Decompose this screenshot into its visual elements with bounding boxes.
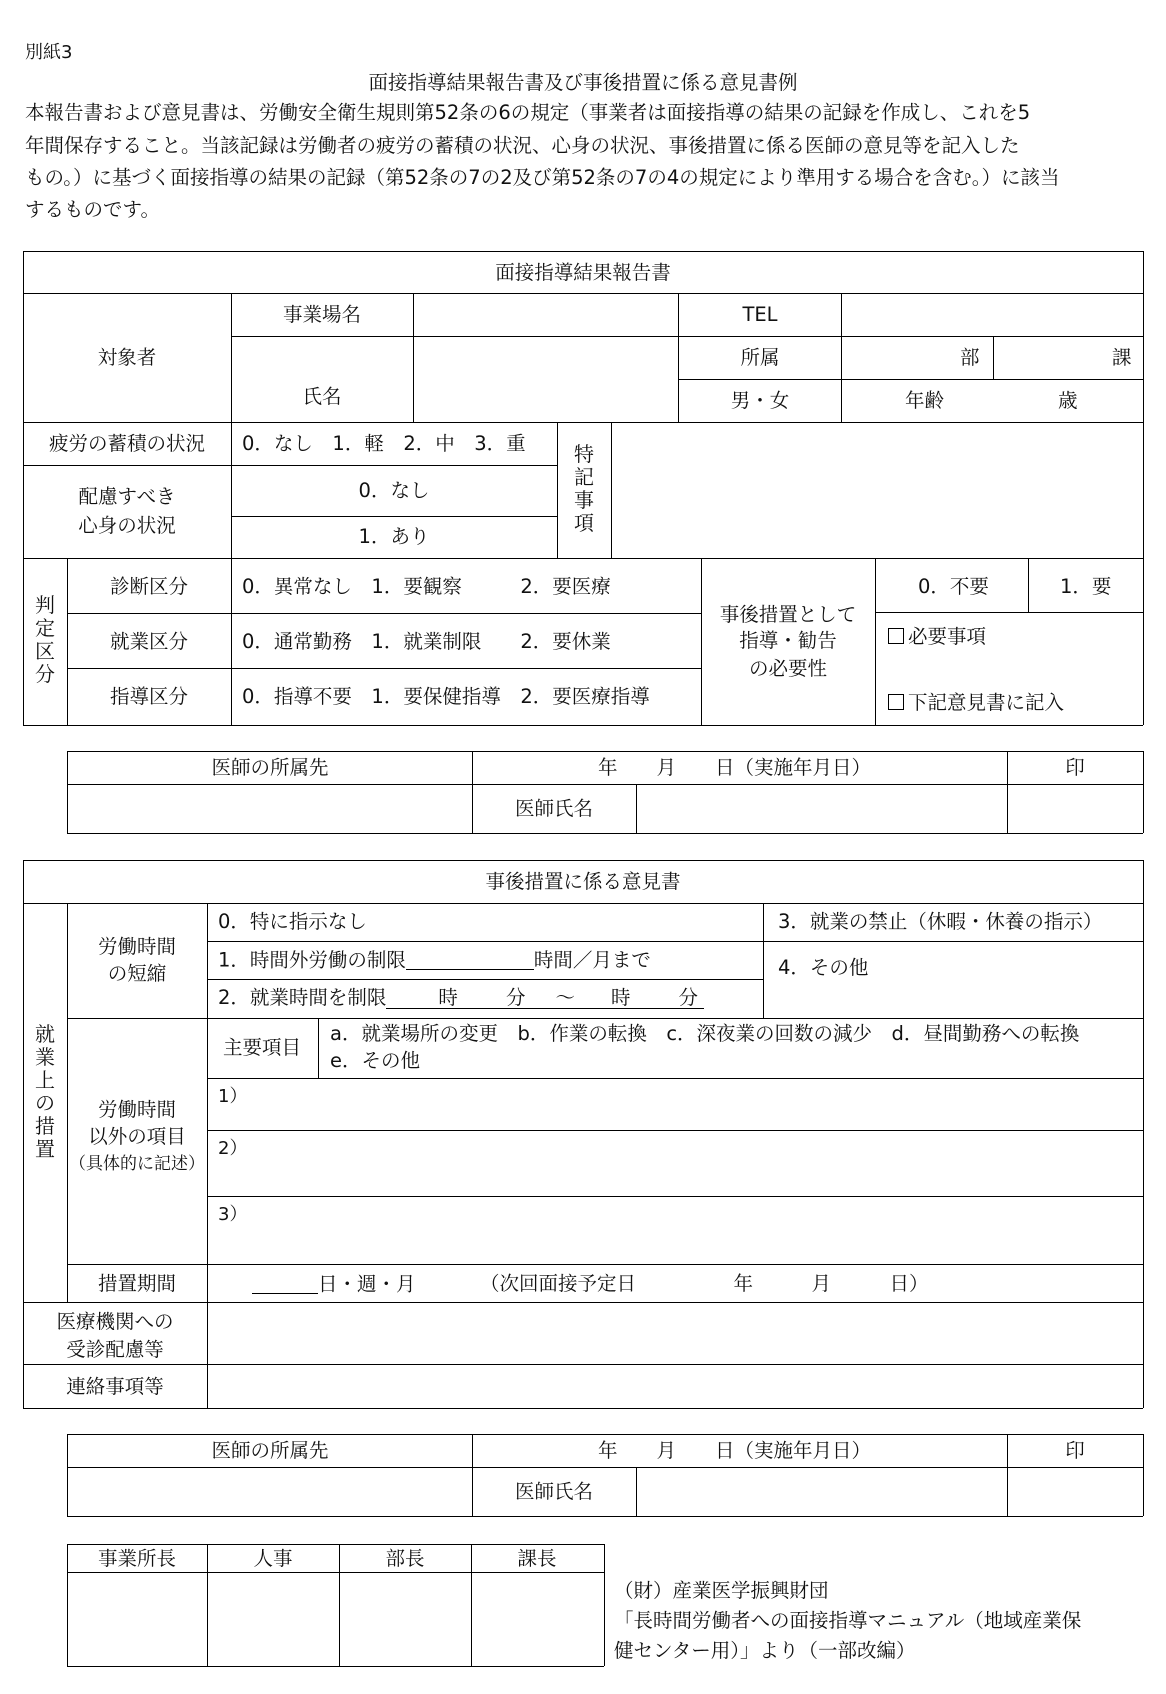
necessity-line-1: 事後措置として — [719, 603, 857, 626]
mental-label-1: 配慮すべき — [78, 485, 176, 508]
mental-label-2: 心身の状況 — [78, 514, 176, 537]
name-label: 氏名 — [302, 385, 342, 408]
page-title: 面接指導結果報告書及び事後措置に係る意見書例 — [368, 71, 798, 94]
guidance-class-label: 指導区分 — [109, 685, 189, 708]
measure-period-label: 措置期間 — [97, 1272, 177, 1295]
source-line-3: 健センター用）」より（一部改編） — [614, 1639, 916, 1662]
diagnosis-options: 0．異常なし 1．要観察 2．要医療 — [242, 575, 611, 598]
tel-label: TEL — [742, 303, 778, 326]
source-line-2: 「長時間労働者への面接指導マニュアル（地域産業保 — [614, 1609, 1082, 1632]
target-person-label: 対象者 — [97, 346, 157, 369]
fatigue-label: 疲労の蓄積の状況 — [48, 432, 206, 455]
checkbox-icon — [888, 694, 904, 710]
medical-consult-label-1: 医療機関への — [56, 1310, 174, 1333]
workplace-name-label: 事業場名 — [282, 303, 362, 326]
option-overtime-limit: 1．時間外労働の制限 時間／月まで — [218, 948, 651, 972]
item-2-label: 2） — [218, 1138, 248, 1159]
doctor-affiliation-label: 医師の所属先 — [211, 1439, 329, 1462]
intro-line-3: もの。）に基づく面接指導の結果の記録（第52条の7の2及び第52条の7の4の規定により準用する場合を含む。）に該当 — [25, 166, 1060, 189]
implementation-date-label: 年 月 日（実施年月日） — [598, 1439, 872, 1462]
reduce-hours-line-1: 労働時間 — [97, 935, 177, 958]
period-blank[interactable] — [252, 1274, 318, 1294]
required-items-checkbox[interactable]: 必要事項 — [888, 627, 986, 647]
seal-label: 印 — [1065, 756, 1085, 779]
medical-consult-label-2: 受診配慮等 — [66, 1338, 164, 1361]
guidance-class-options: 0．指導不要 1．要保健指導 2．要医療指導 — [242, 685, 650, 708]
intro-line-4: するものです。 — [25, 198, 160, 221]
opinion-title: 事後措置に係る意見書 — [485, 870, 681, 893]
write-below-checkbox[interactable]: 下記意見書に記入 — [888, 693, 1064, 713]
necessity-line-3: の必要性 — [748, 657, 828, 680]
implementation-date-label: 年 月 日（実施年月日） — [598, 756, 872, 779]
doctor-name-label: 医師氏名 — [514, 1480, 594, 1503]
main-items-line-1: a．就業場所の変更 b．作業の転換 c．深夜業の回数の減少 d．昼間勤務への転換 — [330, 1022, 1080, 1045]
employment-class-label: 就業区分 — [109, 630, 189, 653]
other-items-line-3: （具体的に記述） — [69, 1154, 205, 1174]
special-notes-label: 特 記 事 項 — [574, 442, 594, 535]
option-work-prohibition: 3．就業の禁止（休暇・休養の指示） — [778, 910, 1103, 933]
employment-class-options: 0．通常勤務 1．就業制限 2．要休業 — [242, 630, 611, 653]
doctor-name-label: 医師氏名 — [514, 797, 594, 820]
section-label: 課 — [1112, 346, 1132, 369]
reduce-hours-line-2: の短縮 — [107, 962, 167, 985]
overtime-hours-blank[interactable] — [406, 950, 534, 970]
option-other: 4．その他 — [778, 956, 869, 979]
seal-label: 印 — [1065, 1439, 1085, 1462]
other-items-line-2: 以外の項目 — [88, 1125, 186, 1148]
next-interview-date: （次回面接予定日 年 月 日） — [480, 1272, 929, 1295]
fatigue-options: 0．なし 1．軽 2．中 3．重 — [242, 432, 526, 455]
mental-option-yes: 1．あり — [358, 525, 430, 548]
item-3-label: 3） — [218, 1204, 248, 1225]
mental-option-none: 0．なし — [358, 479, 430, 502]
needed-option: 1．要 — [1060, 575, 1112, 598]
approval-header-hr: 人事 — [253, 1547, 293, 1570]
approval-header-dept-manager: 部長 — [385, 1547, 425, 1570]
other-items-line-1: 労働時間 — [97, 1098, 177, 1121]
necessity-line-2: 指導・勧告 — [739, 629, 837, 652]
report-title: 面接指導結果報告書 — [495, 261, 671, 284]
approval-header-section-manager: 課長 — [517, 1547, 557, 1570]
option-work-hours-limit: 2．就業時間を制限 時 分 ～ 時 分 — [218, 988, 704, 1009]
approval-header-office-head: 事業所長 — [97, 1547, 177, 1570]
gender-label: 男・女 — [730, 389, 790, 412]
age-unit: 歳 — [1058, 389, 1078, 412]
not-needed-option: 0．不要 — [918, 575, 989, 598]
main-items-label: 主要項目 — [222, 1036, 302, 1059]
item-1-label: 1） — [218, 1086, 248, 1107]
option-no-instruction: 0．特に指示なし — [218, 910, 367, 933]
source-line-1: （財）産業医学振興財団 — [614, 1579, 829, 1602]
contact-notes-label: 連絡事項等 — [66, 1375, 164, 1398]
doctor-affiliation-label: 医師の所属先 — [211, 756, 329, 779]
diagnosis-label: 診断区分 — [109, 575, 189, 598]
intro-line-1: 本報告書および意見書は、労働安全衛生規則第52条の6の規定（事業者は面接指導の結果の記録を作成し、これを5 — [25, 101, 1031, 124]
attachment-label: 別紙3 — [25, 42, 73, 63]
judgment-label: 判 定 区 分 — [35, 593, 55, 686]
measure-period-value: 日・週・月 — [252, 1274, 416, 1294]
employment-measures-label: 就 業 上 の 措 置 — [35, 1022, 55, 1161]
intro-line-2: 年間保存すること。当該記録は労働者の疲労の蓄積の状況、心身の状況、事後措置に係る医師の意見等を記入した — [25, 134, 1020, 157]
department-label: 部 — [960, 346, 980, 369]
affiliation-label: 所属 — [740, 346, 780, 369]
main-items-line-2: e．その他 — [330, 1049, 420, 1072]
checkbox-icon — [888, 628, 904, 644]
age-label: 年齢 — [905, 389, 945, 412]
